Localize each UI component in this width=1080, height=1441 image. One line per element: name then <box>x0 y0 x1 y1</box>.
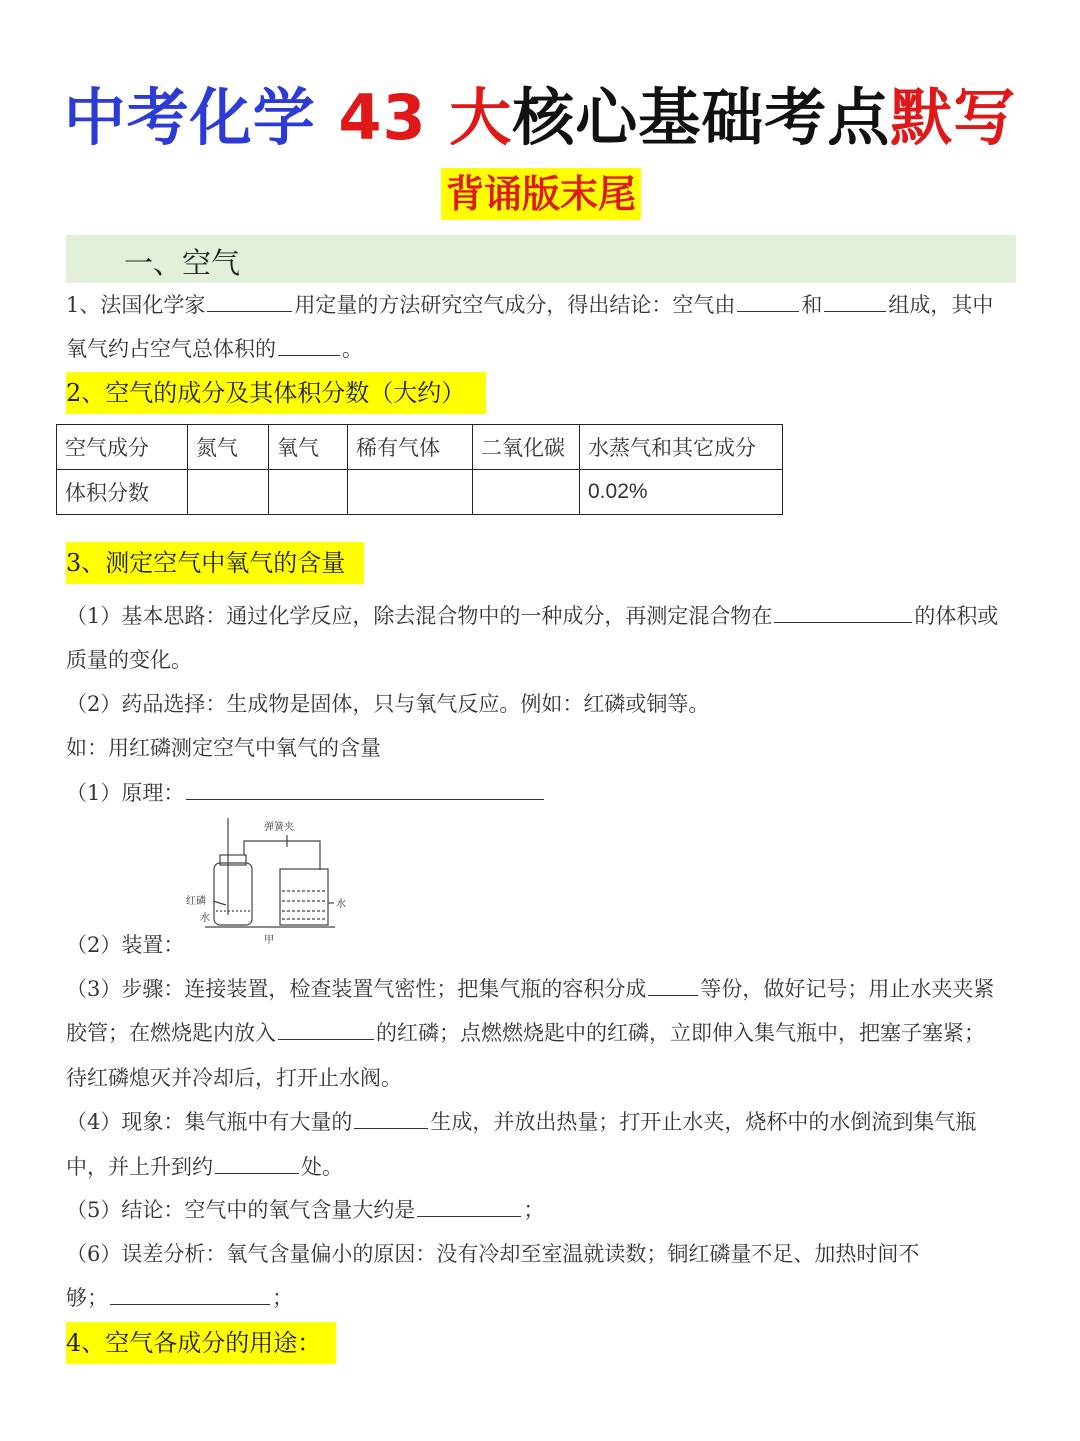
q1-text-e: 氧气约占空气总体积的 <box>66 337 276 361</box>
apparatus-diagram <box>180 815 370 950</box>
q3-p6-b: 等份，做好记号；用止水夹夹紧 <box>700 977 995 1001</box>
table-cell: 空气成分 <box>57 425 188 470</box>
q3-p4 <box>66 777 546 807</box>
table-cell: 水蒸气和其它成分 <box>580 425 783 470</box>
title-part-1: 中考化学 <box>63 81 316 154</box>
table-cell <box>269 470 348 515</box>
table-cell: 氮气 <box>188 425 269 470</box>
table-cell <box>188 470 269 515</box>
section-heading-bar <box>66 235 1016 283</box>
q1-text-f: 。 <box>342 337 363 361</box>
section-heading: 一、空气 <box>124 246 241 280</box>
q3-p7 <box>66 1017 985 1047</box>
q3-p12: （6）误差分析：氧气含量偏小的原因：没有冷却至室温就读数；铜红磷量不足、加热时间不 <box>66 1242 920 1266</box>
blank-oxygen-fraction <box>278 335 340 356</box>
blank-conclusion <box>417 1196 521 1217</box>
q3-p10-a: 中，并上升到约 <box>66 1155 213 1179</box>
q3-p3: 如：用红磷测定空气中氧气的含量 <box>66 736 381 760</box>
q3-p1-b: 的体积或 <box>914 604 999 628</box>
label-phosphorus: 红磷 <box>186 896 206 907</box>
table-header-row <box>57 425 783 470</box>
table-cell: 二氧化碳 <box>473 425 580 470</box>
label-water-left: 水 <box>200 913 210 924</box>
q3-p1-cont: 质量的变化。 <box>66 648 192 672</box>
q1-text-d: 组成，其中 <box>888 293 994 317</box>
blank-error-reason <box>110 1284 270 1305</box>
q3-p10 <box>66 1151 343 1181</box>
q4-heading: 4、空气各成分的用途： <box>66 1322 336 1364</box>
q2-heading: 2、空气的成分及其体积分数（大约） <box>66 372 486 414</box>
blank-component-1 <box>737 291 799 312</box>
q1-line-1 <box>66 289 993 319</box>
table-cell: 0.02% <box>580 470 783 515</box>
table-cell: 稀有气体 <box>348 425 473 470</box>
blank-parts <box>648 975 698 996</box>
label-clamp: 弹簧夹 <box>264 822 294 833</box>
table-cell <box>473 470 580 515</box>
table-cell: 氧气 <box>269 425 348 470</box>
q3-p7-b: 的红磷；点燃燃烧匙中的红磷，立即伸入集气瓶中，把塞子塞紧； <box>376 1021 985 1045</box>
q3-p9-b: 生成，并放出热量；打开止水夹，烧杯中的水倒流到集气瓶 <box>430 1110 977 1134</box>
blank-chemist <box>207 291 292 312</box>
q3-p11-a: （5）结论：空气中的氧气含量大约是 <box>66 1198 416 1222</box>
q3-p4-label: （1）原理： <box>66 781 185 805</box>
q3-p6-a: （3）步骤：连接装置，检查装置气密性；把集气瓶的容积分成 <box>66 977 647 1001</box>
q3-p2: （2）药品选择：生成物是固体，只与氧气反应。例如：红磷或铜等。 <box>66 692 710 716</box>
q3-p6 <box>66 973 994 1003</box>
q1-text-a: 1、法国化学家 <box>66 293 206 317</box>
q3-p13-b: ； <box>272 1286 293 1310</box>
page-title <box>0 68 1080 157</box>
table-row <box>57 470 783 515</box>
q3-p1 <box>66 600 998 630</box>
q3-p13 <box>66 1282 293 1312</box>
q3-p9-a: （4）现象：集气瓶中有大量的 <box>66 1110 353 1134</box>
air-composition-table <box>56 424 783 515</box>
q3-heading: 3、测定空气中氧气的含量 <box>66 542 364 584</box>
q1-line-2 <box>66 333 363 363</box>
blank-amount <box>278 1019 374 1040</box>
blank-level <box>215 1153 299 1174</box>
table-cell: 体积分数 <box>57 470 188 515</box>
q3-p10-b: 处。 <box>301 1155 343 1179</box>
q3-p5: （2）装置： <box>66 933 185 957</box>
title-part-4: 核心基础考点 <box>512 81 891 154</box>
blank-mixture <box>774 602 912 623</box>
q3-p1-a: （1）基本思路：通过化学反应，除去混合物中的一种成分，再测定混合物在 <box>66 604 773 628</box>
q3-p7-a: 胶管；在燃烧匙内放入 <box>66 1021 276 1045</box>
table-cell <box>348 470 473 515</box>
blank-component-2 <box>824 291 886 312</box>
title-part-2: 43 <box>338 81 427 154</box>
title-part-5: 默写 <box>890 81 1017 154</box>
label-water-right: 水 <box>336 899 346 910</box>
blank-phenomenon <box>354 1108 428 1129</box>
q3-p13-a: 够； <box>66 1286 108 1310</box>
subtitle: 背诵版末尾 <box>441 168 641 220</box>
q1-text-c: 和 <box>801 293 823 317</box>
blank-principle <box>186 779 544 800</box>
figure-caption: 甲 <box>264 935 274 946</box>
q3-p9 <box>66 1106 976 1136</box>
q1-text-b: 用定量的方法研究空气成分，得出结论：空气由 <box>294 293 736 317</box>
q3-p8: 待红磷熄灭并冷却后，打开止水阀。 <box>66 1066 402 1090</box>
q3-p11 <box>66 1194 544 1224</box>
title-part-3: 大 <box>449 81 513 154</box>
q3-p11-b: ； <box>523 1198 545 1222</box>
